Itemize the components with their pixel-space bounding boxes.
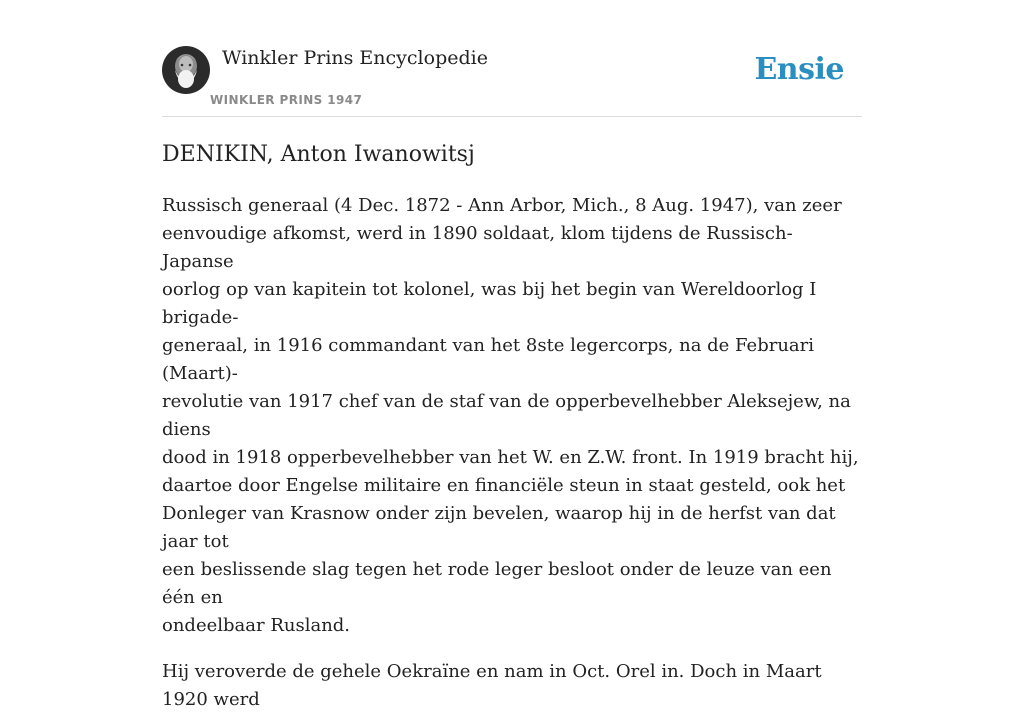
article-paragraph <box>162 658 862 714</box>
paragraph-line: een beslissende slag tegen het rode leger besloot onder de leuze van een één en <box>162 559 832 608</box>
source-title[interactable]: Winkler Prins Encyclopedie <box>222 47 488 69</box>
avatar[interactable] <box>162 46 210 94</box>
paragraph-line: dood in 1918 opperbevelhebber van het W. en Z.W. front. In 1919 bracht hij, <box>162 447 859 468</box>
portrait-avatar-image <box>162 46 210 94</box>
article-paragraph <box>162 192 862 640</box>
paragraph-line: daartoe door Engelse militaire en financiële steun in staat gesteld, ook het <box>162 475 846 496</box>
paragraph-line: oorlog op van kapitein tot kolonel, was bij het begin van Wereldoorlog I brigade- <box>162 279 817 328</box>
article-title: DENIKIN, Anton Iwanowitsj <box>162 142 475 167</box>
brand-logo[interactable]: Ensie <box>754 52 844 87</box>
paragraph-line: Donleger van Krasnow onder zijn bevelen, waarop hij in de herfst van dat jaar tot <box>162 503 836 552</box>
paragraph-line: ondeelbaar Rusland. <box>162 615 351 636</box>
paragraph-line: Russisch generaal (4 Dec. 1872 - Ann Arbor, Mich., 8 Aug. 1947), van zeer <box>162 195 842 216</box>
paragraph-line: eenvoudige afkomst, werd in 1890 soldaat, klom tijdens de Russisch-Japanse <box>162 223 793 272</box>
paragraph-line: Hij veroverde de gehele Oekraïne en nam in Oct. Orel in. Doch in Maart 1920 werd <box>162 661 822 710</box>
header <box>162 46 862 117</box>
source-subtitle[interactable]: WINKLER PRINS 1947 <box>210 93 363 107</box>
paragraph-line: revolutie van 1917 chef van de staf van de opperbevelhebber Aleksejew, na diens <box>162 391 851 440</box>
article <box>162 140 862 714</box>
paragraph-line: generaal, in 1916 commandant van het 8ste legercorps, na de Februari (Maart)- <box>162 335 815 384</box>
